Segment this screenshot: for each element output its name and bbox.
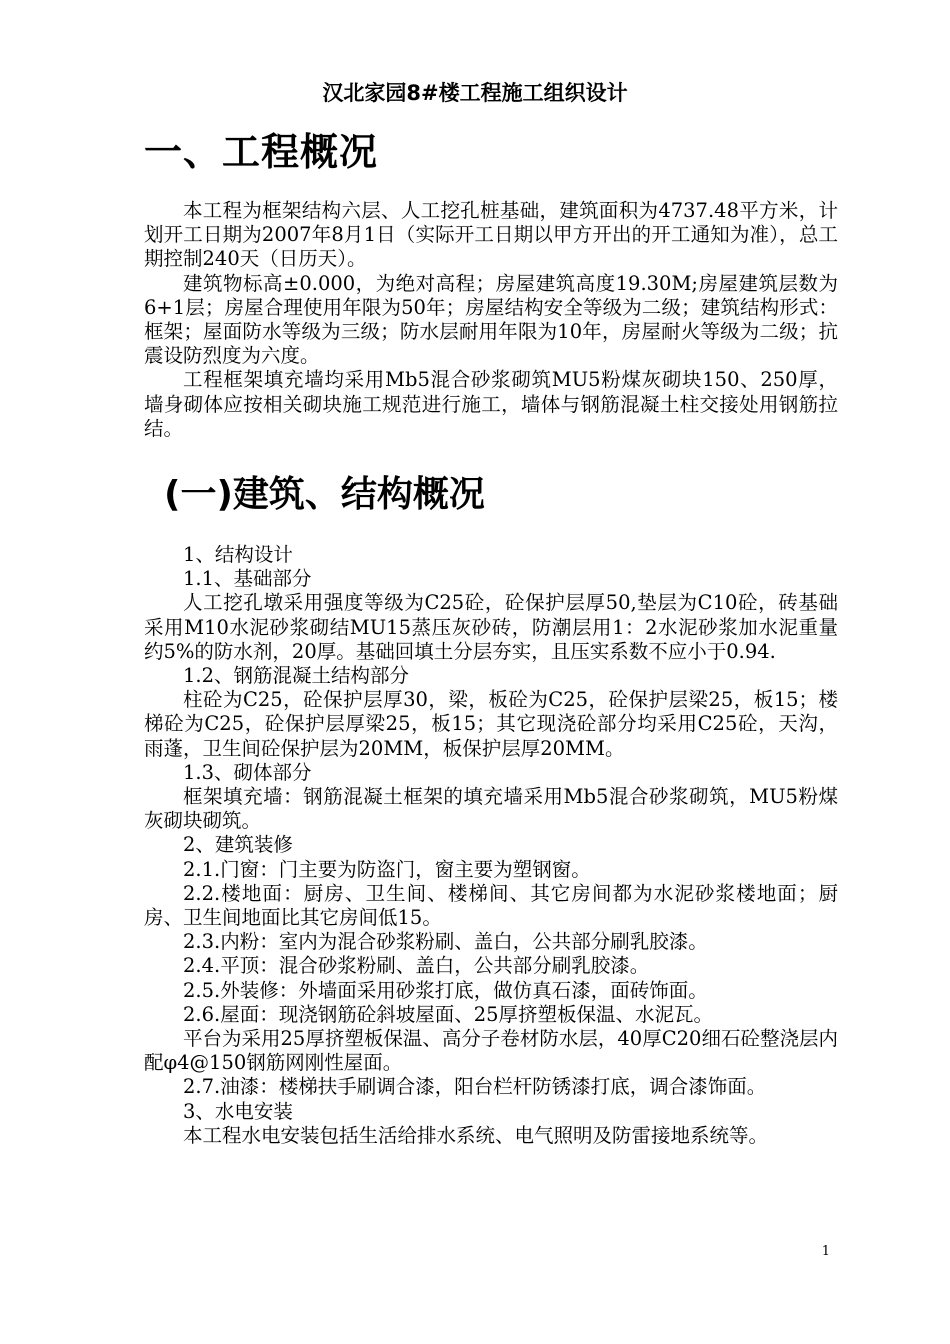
subheading: 3、水电安装 <box>183 1099 293 1123</box>
paragraph: 框架填充墙：钢筋混凝土框架的填充墙采用Mb5混合砂浆砌筑，MU5粉煤灰砌块砌筑。 <box>144 785 838 833</box>
paragraph: 人工挖孔墩采用强度等级为C25砼，砼保护层厚50,垫层为C10砼，砖基础采用M10水泥砂浆砌结MU15蒸压灰砂砖，防潮层用1：2水泥砂浆加水泥重量约5%的防水剂，20厚。基础回填土分层夯实，且压实系数不应小于0.94. <box>144 591 838 663</box>
paragraph: 平台为采用25厚挤塑板保温、高分子卷材防水层，40厚C20细石砼整浇层内配φ4@150钢筋网刚性屋面。 <box>144 1027 838 1075</box>
subheading: 1.1、基础部分 <box>183 567 312 591</box>
paragraph: 工程框架填充墙均采用Mb5混合砂浆砌筑MU5粉煤灰砌块150、250厚，墙身砌体应按相关砌块施工规范进行施工，墙体与钢筋混凝土柱交接处用钢筋拉结。 <box>144 368 838 440</box>
paragraph: 本工程为框架结构六层、人工挖孔桩基础，建筑面积为4737.48平方米，计划开工日期为2007年8月1日（实际开工日期以甲方开出的开工通知为准），总工期控制240天（日历天）。 <box>144 199 838 271</box>
paragraph: 2.6.屋面：现浇钢筋砼斜坡屋面、25厚挤塑板保温、水泥瓦。 <box>183 1002 714 1026</box>
paragraph: 2.5.外装修：外墙面采用砂浆打底，做仿真石漆，面砖饰面。 <box>183 978 708 1002</box>
paragraph: 2.4.平顶：混合砂浆粉刷、盖白，公共部分刷乳胶漆。 <box>183 954 650 978</box>
paragraph: 2.2.楼地面：厨房、卫生间、楼梯间、其它房间都为水泥砂浆楼地面；厨房、卫生间地面比其它房间低15。 <box>144 881 838 930</box>
subheading: 1.2、钢筋混凝土结构部分 <box>183 664 410 688</box>
paragraph: 2.7.油漆：楼梯扶手刷调合漆，阳台栏杆防锈漆打底，调合漆饰面。 <box>183 1075 767 1099</box>
architecture-structure-body <box>144 543 838 1148</box>
overview-body <box>144 199 838 441</box>
document-title: 汉北家园8#楼工程施工组织设计 <box>322 81 628 105</box>
subheading: 1、结构设计 <box>183 543 293 566</box>
paragraph: 建筑物标高±0.000，为绝对高程；房屋建筑高度19.30M;房屋建筑层数为6+1层；房屋合理使用年限为50年；房屋结构安全等级为二级；建筑结构形式：框架；屋面防水等级为三级；防水层耐用年限为10年，房屋耐火等级为二级；抗震设防烈度为六度。 <box>144 271 838 368</box>
paragraph: 柱砼为C25，砼保护层厚30，梁，板砼为C25，砼保护层梁25，板15；楼梯砼为C25，砼保护层厚梁25，板15；其它现浇砼部分均采用C25砼，天沟，雨蓬，卫生间砼保护层为20MM，板保护层厚20MM。 <box>144 688 838 760</box>
subheading: 2、建筑装修 <box>183 833 293 857</box>
paragraph: 本工程水电安装包括生活给排水系统、电气照明及防雷接地系统等。 <box>183 1123 769 1147</box>
subheading: 1.3、砌体部分 <box>183 760 312 784</box>
page-number: 1 <box>821 1244 830 1259</box>
paragraph: 2.3.内粉：室内为混合砂浆粉刷、盖白，公共部分刷乳胶漆。 <box>183 930 708 954</box>
paragraph: 2.1.门窗：门主要为防盗门，窗主要为塑钢窗。 <box>183 857 591 881</box>
section-heading-architecture-structure: (一)建筑、结构概况 <box>164 474 485 515</box>
section-heading-overview: 一、工程概况 <box>144 130 379 174</box>
